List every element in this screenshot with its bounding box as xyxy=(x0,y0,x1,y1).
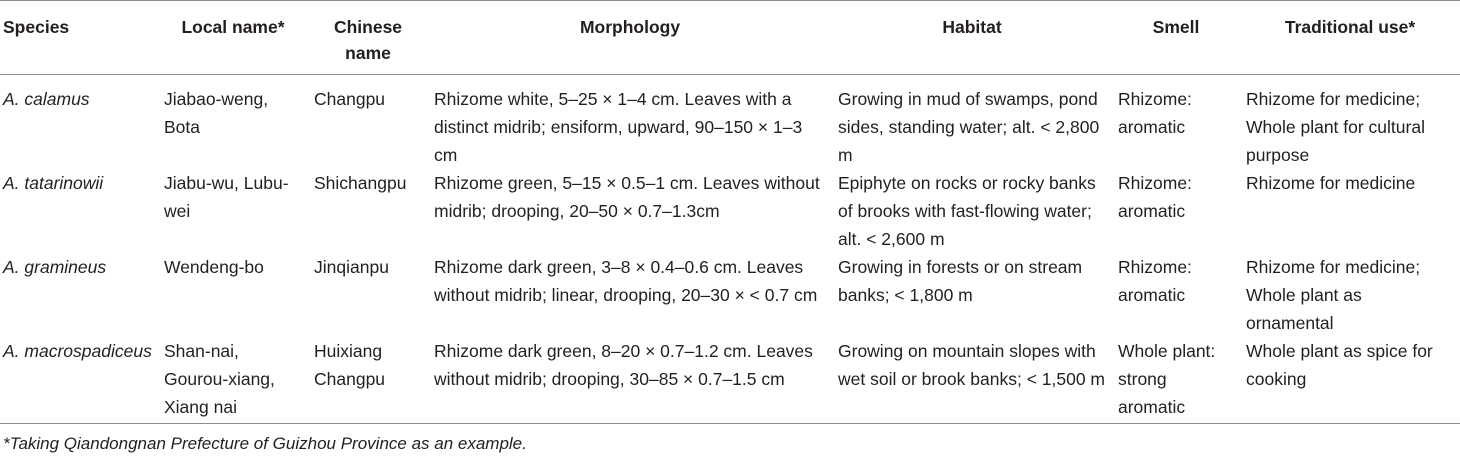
cell-smell: Rhizome: aromatic xyxy=(1118,257,1192,305)
cell-local-name: Shan-nai, Gourou-xiang, Xiang nai xyxy=(164,341,275,417)
cell-traditional-use: Whole plant as spice for cooking xyxy=(1246,341,1433,389)
cell-species: A. gramineus xyxy=(3,257,107,277)
cell-chinese-name: Shichangpu xyxy=(314,173,407,193)
cell-smell: Rhizome: aromatic xyxy=(1118,173,1192,221)
header-chinese-name: Chinese name xyxy=(333,17,403,63)
header-traditional-use: Traditional use* xyxy=(1284,17,1416,37)
cell-habitat: Growing in mud of swamps, pond sides, standing water; alt. < 2,800 m xyxy=(838,89,1100,165)
cell-smell: Rhizome: aromatic xyxy=(1118,89,1192,137)
cell-traditional-use: Rhizome for medicine xyxy=(1246,173,1416,193)
cell-habitat: Epiphyte on rocks or rocky banks of brooks with fast-flowing water; alt. < 2,600 m xyxy=(838,173,1096,249)
header-smell: Smell xyxy=(1152,17,1200,37)
header-row xyxy=(0,1,1460,75)
table-footnote: *Taking Qiandongnan Prefecture of Guizhou Province as an example. xyxy=(3,434,527,453)
table-row xyxy=(0,337,1460,424)
header-habitat: Habitat xyxy=(942,17,1002,37)
cell-morphology: Rhizome dark green, 8–20 × 0.7–1.2 cm. Leaves without midrib; drooping, 30–85 × 0.7–1.5 cm xyxy=(434,341,813,389)
header-species: Species xyxy=(3,17,70,37)
cell-smell: Whole plant: strong aromatic xyxy=(1118,341,1216,417)
cell-species: A. calamus xyxy=(3,89,90,109)
table-row xyxy=(0,75,1460,170)
cell-chinese-name: Huixiang Changpu xyxy=(314,341,386,389)
cell-habitat: Growing in forests or on stream banks; < 1,800 m xyxy=(838,257,1083,305)
table-body xyxy=(0,75,1460,424)
header-local-name: Local name* xyxy=(181,17,285,37)
cell-morphology: Rhizome white, 5–25 × 1–4 cm. Leaves with a distinct midrib; ensiform, upward, 90–150 × 1–3 cm xyxy=(434,89,803,165)
cell-local-name: Jiabao-weng, Bota xyxy=(164,89,269,137)
cell-species: A. tatarinowii xyxy=(3,173,104,193)
cell-local-name: Jiabu-wu, Lubu-wei xyxy=(164,173,289,221)
header-morphology: Morphology xyxy=(579,17,681,37)
table-header xyxy=(0,1,1460,75)
cell-species: A. macrospadiceus xyxy=(3,341,152,361)
cell-chinese-name: Jinqianpu xyxy=(314,257,389,277)
cell-morphology: Rhizome dark green, 3–8 × 0.4–0.6 cm. Leaves without midrib; linear, drooping, 20–30 × < 0.7 cm xyxy=(434,257,818,305)
cell-chinese-name: Changpu xyxy=(314,89,386,109)
cell-traditional-use: Rhizome for medicine; Whole plant as ornamental xyxy=(1246,257,1421,333)
table-row xyxy=(0,169,1460,253)
cell-local-name: Wendeng-bo xyxy=(164,257,264,277)
table-row xyxy=(0,253,1460,337)
cell-habitat: Growing on mountain slopes with wet soil or brook banks; < 1,500 m xyxy=(838,341,1106,389)
cell-morphology: Rhizome green, 5–15 × 0.5–1 cm. Leaves without midrib; drooping, 20–50 × 0.7–1.3cm xyxy=(434,173,820,221)
cell-traditional-use: Rhizome for medicine; Whole plant for cultural purpose xyxy=(1246,89,1425,165)
